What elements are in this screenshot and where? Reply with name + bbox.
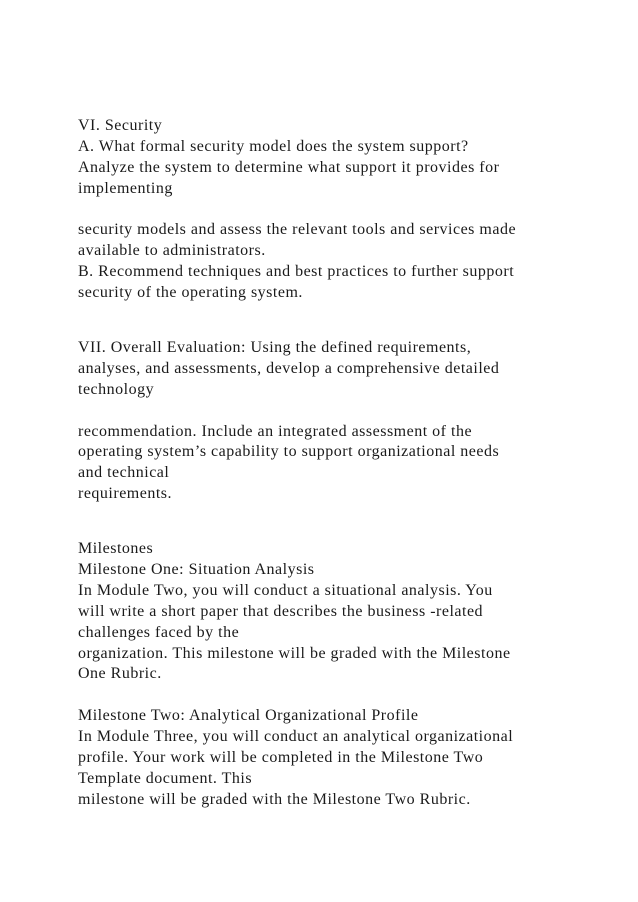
security-text-line: Analyze the system to determine what support it provides for xyxy=(78,158,500,176)
milestone-one-text-line: organization. This milestone will be graded with the Milestone xyxy=(78,644,511,662)
milestone-two-title: Milestone Two: Analytical Organizational Profile xyxy=(78,707,419,725)
section-heading-milestones: Milestones xyxy=(78,540,154,558)
evaluation-text-line: recommendation. Include an integrated assessment of the xyxy=(78,422,473,440)
security-text-line: implementing xyxy=(78,179,173,197)
section-gap xyxy=(78,505,568,539)
security-text-line: available to administrators. xyxy=(78,242,266,260)
evaluation-text-line: technology xyxy=(78,380,155,398)
milestone-two-text-line: In Module Three, you will conduct an analytical organizational xyxy=(78,728,514,746)
evaluation-text-line: requirements. xyxy=(78,485,173,503)
milestone-one-text-line: In Module Two, you will conduct a situational analysis. You xyxy=(78,581,493,599)
paragraph-gap xyxy=(78,200,568,221)
evaluation-text-line: and technical xyxy=(78,464,170,482)
evaluation-text-line: analyses, and assessments, develop a comprehensive detailed xyxy=(78,359,500,377)
security-text-line: B. Recommend techniques and best practices to further support xyxy=(78,263,515,281)
paragraph-gap xyxy=(78,401,568,422)
paragraph-gap xyxy=(78,685,568,706)
evaluation-text-line: operating system’s capability to support organizational needs xyxy=(78,443,500,461)
milestone-two-text-line: milestone will be graded with the Milestone Two Rubric. xyxy=(78,790,471,808)
section-heading-evaluation: VII. Overall Evaluation: Using the defined requirements, xyxy=(78,339,472,357)
section-gap xyxy=(78,304,568,338)
section-heading-security: VI. Security xyxy=(78,117,163,134)
milestone-one-text-line: will write a short paper that describes the business -related xyxy=(78,602,484,620)
security-text-line: A. What formal security model does the system support? xyxy=(78,137,469,155)
milestone-two-text-line: profile. Your work will be completed in the Milestone Two xyxy=(78,749,484,767)
document-body xyxy=(78,116,568,811)
milestone-two-text-line: Template document. This xyxy=(78,769,253,787)
security-text-line: security models and assess the relevant tools and services made xyxy=(78,221,517,239)
milestone-one-text-line: challenges faced by the xyxy=(78,623,240,641)
security-text-line: security of the operating system. xyxy=(78,284,303,302)
milestone-one-text-line: One Rubric. xyxy=(78,665,162,683)
milestone-one-title: Milestone One: Situation Analysis xyxy=(78,561,315,579)
